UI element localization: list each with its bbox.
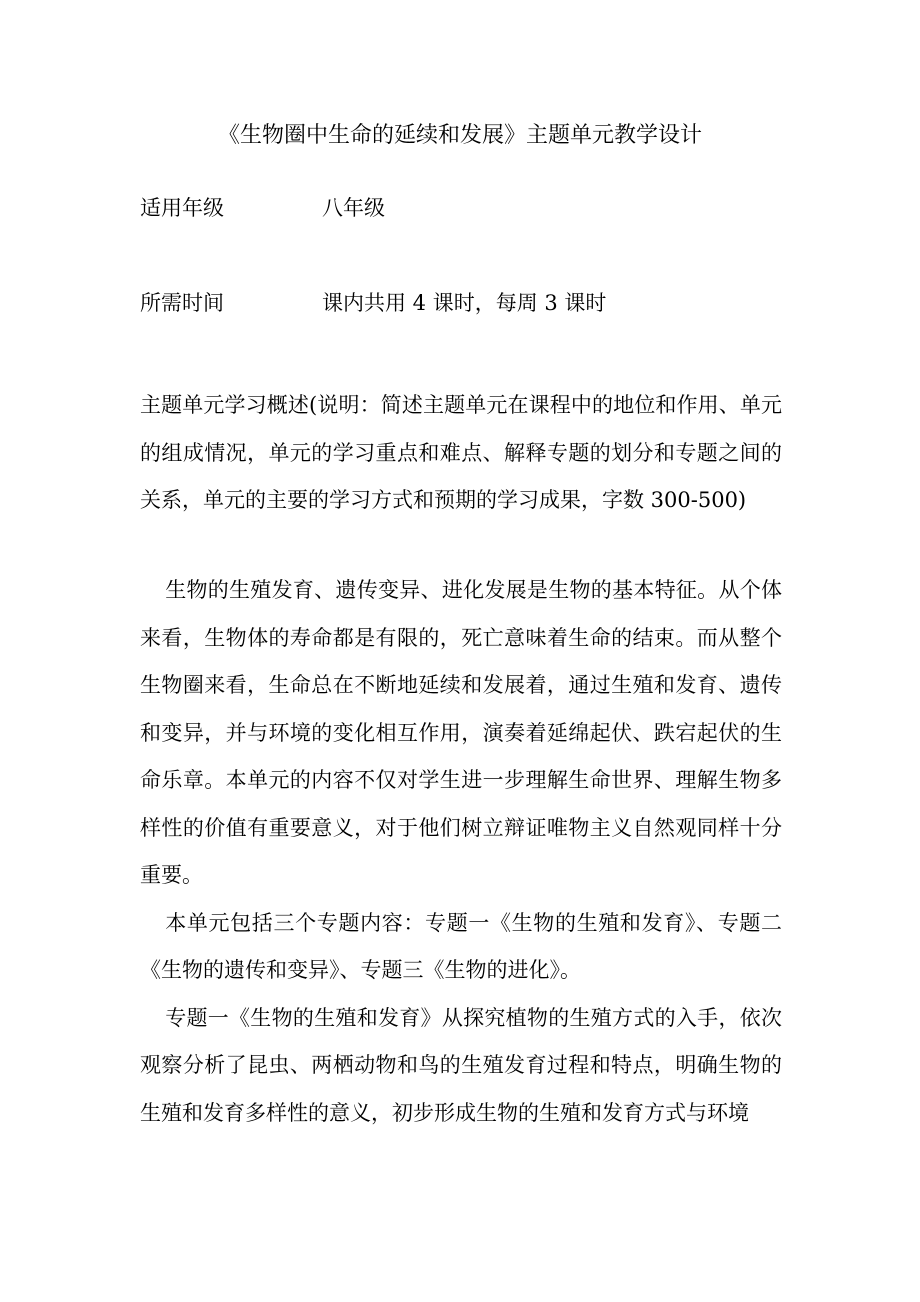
time-label: 所需时间	[140, 291, 224, 315]
overview-section	[140, 382, 782, 525]
body-section	[140, 567, 782, 1137]
body-paragraph-2: 本单元包括三个专题内容：专题一《生物的生殖和发育》、专题二《生物的遗传和变异》、专题三《生物的进化》。	[140, 910, 782, 982]
time-row	[140, 287, 780, 319]
time-value: 课内共用 4 课时，每周 3 课时	[322, 291, 607, 315]
grade-row	[140, 192, 780, 224]
body-paragraph-3: 专题一《生物的生殖和发育》从探究植物的生殖方式的入手，依次观察分析了昆虫、两栖动物和鸟的生殖发育过程和特点，明确生物的生殖和发育多样性的意义，初步形成生物的生殖和发育方式与环境	[140, 1005, 782, 1125]
overview-heading: 主题单元学习概述(说明：简述主题单元在课程中的地位和作用、单元的组成情况，单元的学习重点和难点、解释专题的划分和专题之间的关系，单元的主要的学习方式和预期的学习成果，字数 300-500)	[140, 393, 782, 512]
grade-value: 八年级	[322, 196, 385, 220]
document-title: 《生物圈中生命的延续和发展》主题单元教学设计	[217, 123, 702, 148]
grade-label: 适用年级	[140, 196, 224, 220]
body-paragraph-1: 生物的生殖发育、遗传变异、进化发展是生物的基本特征。从个体来看，生物体的寿命都是有限的，死亡意味着生命的结束。而从整个生物圈来看，生命总在不断地延续和发展着，通过生殖和发育、遗传和变异，并与环境的变化相互作用，演奏着延绵起伏、跌宕起伏的生命乐章。本单元的内容不仅对学生进一步理解生命世界、理解生物多样性的价值有重要意义，对于他们树立辩证唯物主义自然观同样十分重要。	[140, 578, 782, 887]
